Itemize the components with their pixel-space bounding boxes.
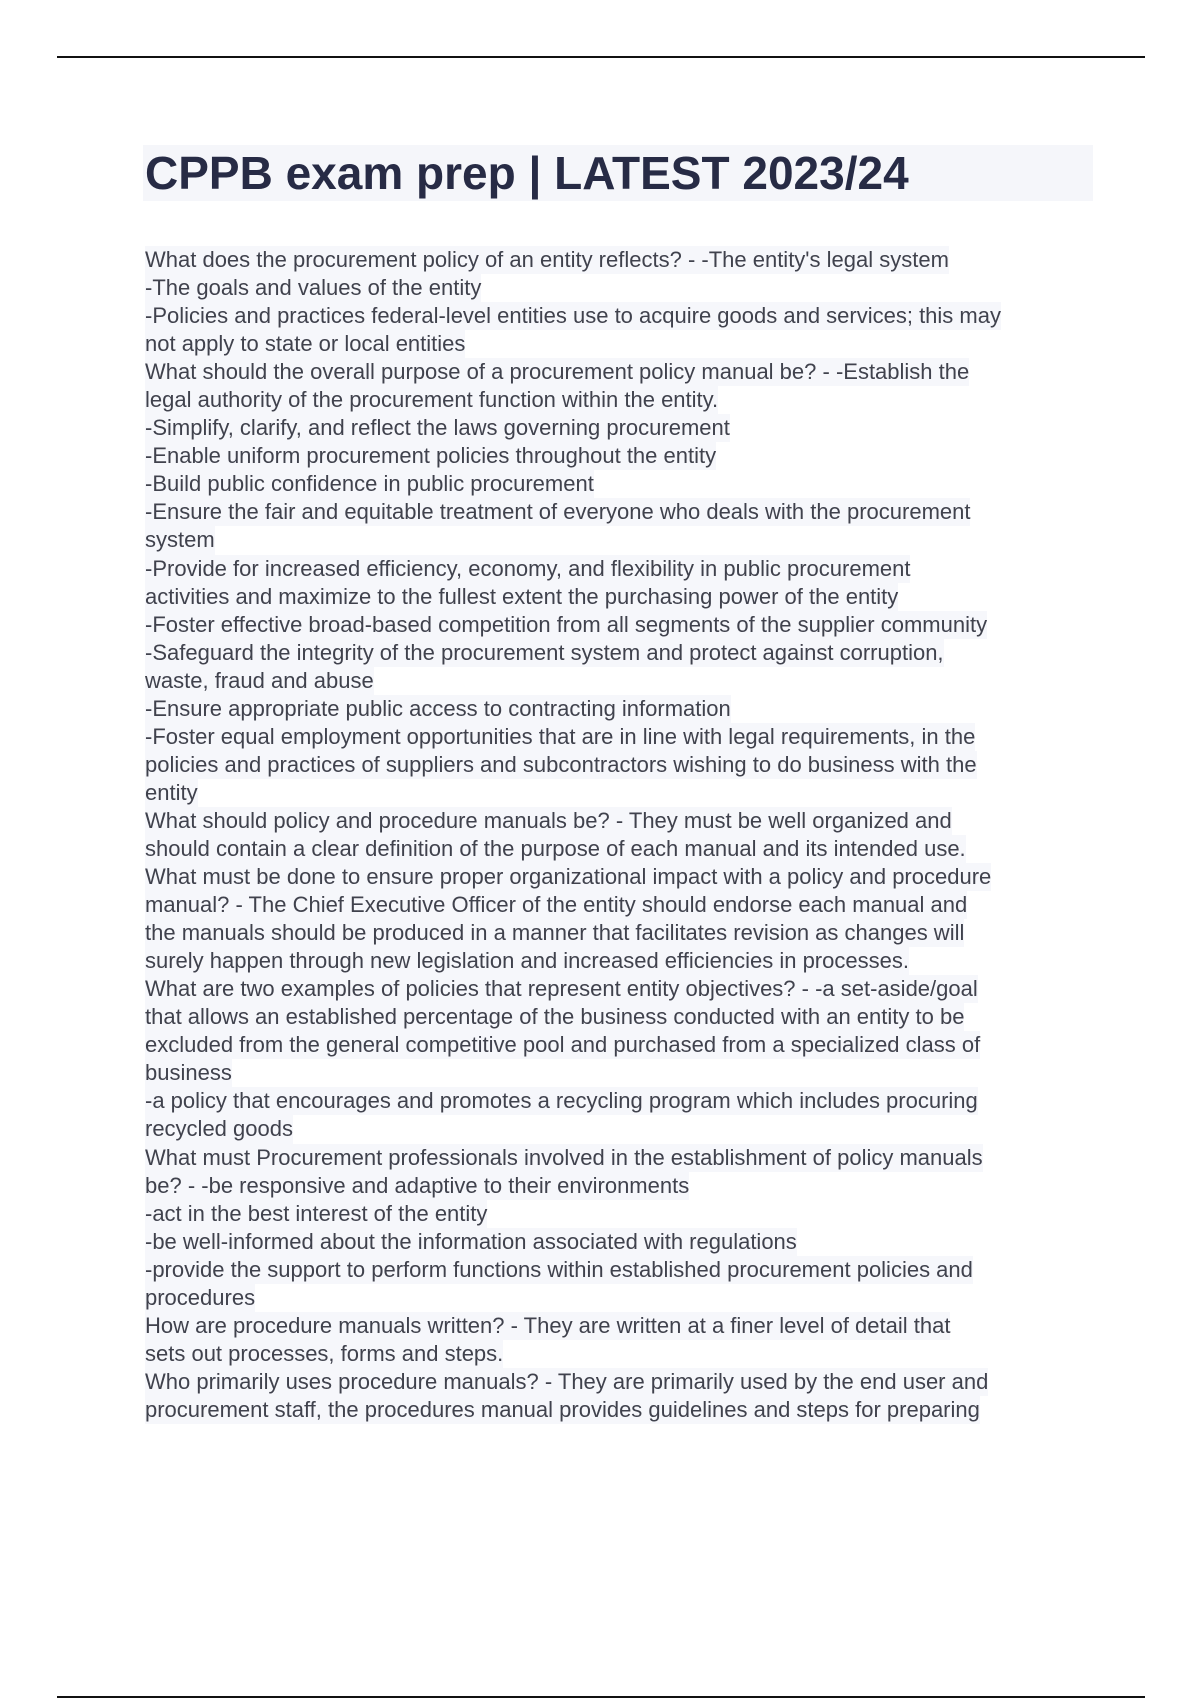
- text-line: activities and maximize to the fullest extent the purchasing power of the entity: [145, 583, 898, 611]
- text-line: system: [145, 526, 215, 554]
- text-line: excluded from the general competitive pool and purchased from a specialized class of: [145, 1031, 980, 1059]
- text-line: procurement staff, the procedures manual provides guidelines and steps for preparing: [145, 1396, 980, 1424]
- text-line: What should the overall purpose of a procurement policy manual be? - -Establish the: [145, 358, 969, 386]
- text-line: -a policy that encourages and promotes a recycling program which includes procuring: [145, 1087, 978, 1115]
- text-line: policies and practices of suppliers and subcontractors wishing to do business with the: [145, 751, 977, 779]
- text-line: be? - -be responsive and adaptive to their environments: [145, 1172, 689, 1200]
- text-line: surely happen through new legislation and increased efficiencies in processes.: [145, 947, 909, 975]
- document-body: [145, 246, 1090, 1424]
- text-line: -The goals and values of the entity: [145, 274, 481, 302]
- text-line: -Policies and practices federal-level entities use to acquire goods and services; this may: [145, 302, 1001, 330]
- document-title: CPPB exam prep | LATEST 2023/24: [145, 147, 909, 199]
- bottom-rule: [57, 1696, 1145, 1698]
- text-line: -Ensure the fair and equitable treatment of everyone who deals with the procurement: [145, 498, 970, 526]
- text-line: -Ensure appropriate public access to contracting information: [145, 695, 731, 723]
- text-line: procedures: [145, 1284, 255, 1312]
- text-line: sets out processes, forms and steps.: [145, 1340, 503, 1368]
- text-line: that allows an established percentage of the business conducted with an entity to be: [145, 1003, 964, 1031]
- text-line: -Foster equal employment opportunities that are in line with legal requirements, in the: [145, 723, 975, 751]
- text-line: not apply to state or local entities: [145, 330, 465, 358]
- text-line: What must be done to ensure proper organizational impact with a policy and procedure: [145, 863, 991, 891]
- text-line: -Build public confidence in public procurement: [145, 470, 594, 498]
- text-line: -Simplify, clarify, and reflect the laws governing procurement: [145, 414, 730, 442]
- text-line: entity: [145, 779, 198, 807]
- text-line: -act in the best interest of the entity: [145, 1200, 487, 1228]
- text-line: What are two examples of policies that represent entity objectives? - -a set-aside/goal: [145, 975, 978, 1003]
- text-line: -Provide for increased efficiency, economy, and flexibility in public procurement: [145, 555, 910, 583]
- text-line: the manuals should be produced in a manner that facilitates revision as changes will: [145, 919, 964, 947]
- text-line: -provide the support to perform functions within established procurement policies and: [145, 1256, 973, 1284]
- text-line: How are procedure manuals written? - They are written at a finer level of detail that: [145, 1312, 950, 1340]
- text-line: -be well-informed about the information associated with regulations: [145, 1228, 797, 1256]
- text-line: -Foster effective broad-based competition from all segments of the supplier community: [145, 611, 987, 639]
- text-line: recycled goods: [145, 1115, 293, 1143]
- text-line: -Safeguard the integrity of the procurement system and protect against corruption,: [145, 639, 944, 667]
- text-line: manual? - The Chief Executive Officer of the entity should endorse each manual and: [145, 891, 967, 919]
- top-rule: [57, 56, 1145, 58]
- text-line: What must Procurement professionals involved in the establishment of policy manuals: [145, 1144, 983, 1172]
- text-line: What should policy and procedure manuals be? - They must be well organized and: [145, 807, 952, 835]
- text-line: waste, fraud and abuse: [145, 667, 374, 695]
- text-line: business: [145, 1059, 232, 1087]
- text-line: What does the procurement policy of an entity reflects? - -The entity's legal system: [145, 246, 949, 274]
- text-line: should contain a clear definition of the purpose of each manual and its intended use.: [145, 835, 966, 863]
- text-line: -Enable uniform procurement policies throughout the entity: [145, 442, 716, 470]
- text-line: Who primarily uses procedure manuals? - They are primarily used by the end user and: [145, 1368, 988, 1396]
- text-line: legal authority of the procurement function within the entity.: [145, 386, 718, 414]
